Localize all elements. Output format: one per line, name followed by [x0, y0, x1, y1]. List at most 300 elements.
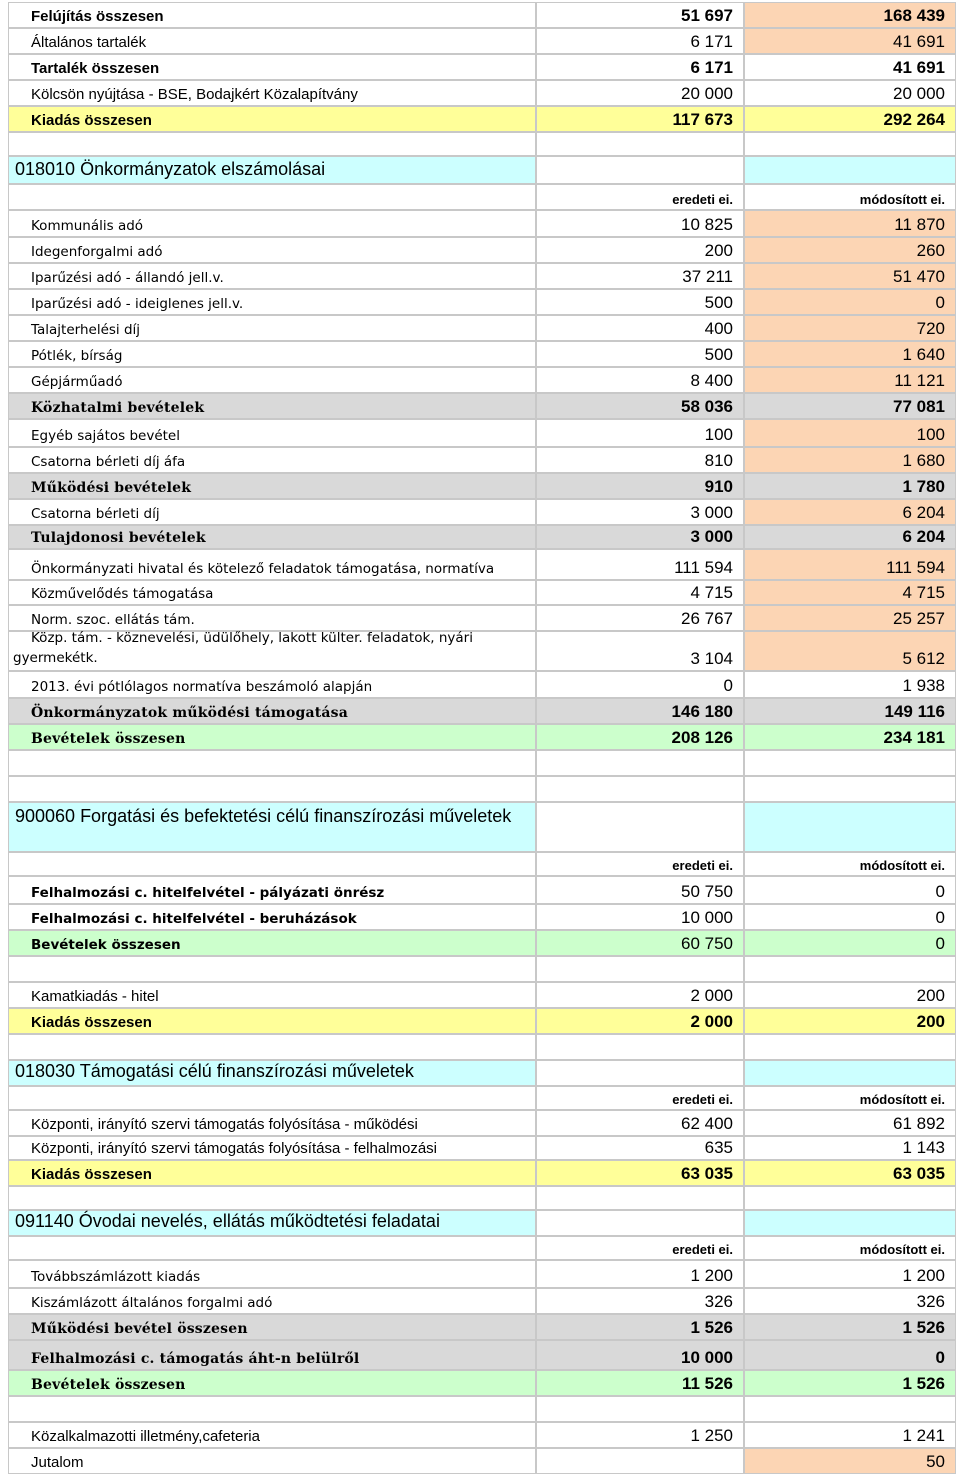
row-label: Kommunális adó [31, 218, 144, 234]
table-row [8, 852, 956, 876]
original-estimate-cell [536, 106, 744, 132]
table-row [8, 132, 956, 156]
modified-value: 0 [935, 908, 945, 927]
original-estimate-cell [536, 237, 744, 263]
original-value: 62 400 [681, 1114, 733, 1133]
modified-estimate-cell [744, 1236, 956, 1260]
modified-estimate-cell [744, 393, 956, 419]
modified-estimate-cell [744, 1136, 956, 1160]
modified-estimate-cell [744, 876, 956, 904]
table-row [8, 1160, 956, 1186]
table-row [8, 1396, 956, 1422]
row-label: Bevételek összesen [31, 731, 186, 747]
label-cell [8, 289, 536, 315]
label-cell [8, 54, 536, 80]
table-row [8, 580, 956, 605]
row-label: Központi, irányító szervi támogatás folyósítása - működési [31, 1116, 418, 1133]
original-estimate-cell [536, 367, 744, 393]
table-row [8, 904, 956, 930]
original-estimate-cell [536, 1008, 744, 1034]
table-row [8, 724, 956, 750]
original-value: 4 715 [690, 583, 733, 602]
table-row [8, 1422, 956, 1448]
modified-estimate-cell [744, 549, 956, 580]
original-value: 37 211 [682, 267, 733, 286]
original-value: 63 035 [681, 1164, 733, 1183]
modified-value: 77 081 [893, 397, 945, 416]
modified-estimate-cell [744, 210, 956, 237]
original-value: 810 [704, 451, 733, 470]
row-label: Önkormányzatok működési támogatása [31, 705, 349, 721]
modified-value: 1 241 [902, 1426, 945, 1445]
table-row [8, 671, 956, 698]
table-row [8, 341, 956, 367]
original-value: 6 171 [690, 32, 733, 51]
label-cell [8, 184, 536, 210]
modified-estimate-cell [744, 341, 956, 367]
original-estimate-cell [536, 1448, 744, 1474]
modified-estimate-cell [744, 1008, 956, 1034]
label-cell [8, 1210, 536, 1236]
original-value: 11 526 [681, 1374, 733, 1393]
table-row [8, 473, 956, 499]
label-cell [8, 132, 536, 156]
modified-estimate-cell [744, 671, 956, 698]
row-label: Közalkalmazotti illetmény,cafeteria [31, 1428, 260, 1445]
modified-value: 41 691 [893, 58, 945, 77]
original-estimate-cell [536, 1340, 744, 1370]
label-cell [8, 1260, 536, 1288]
column-header-original: eredeti ei. [672, 192, 733, 207]
original-value: 1 250 [690, 1426, 733, 1445]
modified-estimate-cell [744, 956, 956, 982]
table-row [8, 1210, 956, 1236]
column-header-modified: módosított ei. [859, 192, 945, 207]
row-label: Központi, irányító szervi támogatás folyósítása - felhalmozási [31, 1140, 438, 1157]
original-estimate-cell [536, 184, 744, 210]
original-value: 20 000 [681, 84, 733, 103]
label-cell [8, 1136, 536, 1160]
row-label: Felújítás összesen [31, 8, 164, 25]
modified-value: 6 204 [902, 527, 945, 546]
modified-estimate-cell [744, 447, 956, 473]
original-value: 111 594 [674, 558, 733, 577]
row-label: Iparűzési adó - állandó jell.v. [31, 270, 224, 286]
table-row [8, 393, 956, 419]
modified-value: 11 121 [894, 371, 945, 390]
original-estimate-cell [536, 473, 744, 499]
section-title: 018010 Önkormányzatok elszámolásai [15, 159, 326, 179]
original-estimate-cell [536, 802, 744, 852]
row-label: Idegenforgalmi adó [31, 244, 163, 260]
original-estimate-cell [536, 1288, 744, 1314]
row-label: Kiadás összesen [31, 1014, 152, 1031]
row-label: Kiadás összesen [31, 112, 152, 129]
modified-value: 50 [926, 1452, 945, 1471]
label-cell [8, 852, 536, 876]
section-title: 091140 Óvodai nevelés, ellátás működtetési feladatai [15, 1211, 440, 1231]
original-estimate-cell [536, 447, 744, 473]
label-cell [8, 1422, 536, 1448]
label-cell [8, 1314, 536, 1340]
table-row [8, 1314, 956, 1340]
modified-estimate-cell [744, 367, 956, 393]
table-row [8, 447, 956, 473]
modified-value: 5 612 [902, 649, 945, 668]
modified-estimate-cell [744, 80, 956, 106]
original-value: 326 [704, 1292, 733, 1311]
table-row [8, 184, 956, 210]
table-row [8, 419, 956, 447]
original-estimate-cell [536, 419, 744, 447]
original-estimate-cell [536, 1396, 744, 1422]
original-estimate-cell [536, 341, 744, 367]
modified-value: 200 [916, 1012, 945, 1031]
modified-estimate-cell [744, 982, 956, 1008]
modified-value: 1 143 [902, 1138, 945, 1157]
original-estimate-cell [536, 1260, 744, 1288]
modified-estimate-cell [744, 1186, 956, 1210]
modified-estimate-cell [744, 289, 956, 315]
modified-value: 0 [935, 1348, 945, 1367]
original-estimate-cell [536, 499, 744, 525]
label-cell [8, 724, 536, 750]
row-label: Továbbszámlázott kiadás [31, 1269, 201, 1285]
modified-value: 720 [916, 319, 945, 338]
original-value: 10 000 [681, 908, 733, 927]
label-cell [8, 631, 536, 671]
original-estimate-cell [536, 1110, 744, 1136]
original-value: 3 104 [690, 649, 733, 668]
table-row [8, 1060, 956, 1086]
column-header-original: eredeti ei. [672, 1242, 733, 1257]
modified-value: 0 [935, 934, 945, 953]
modified-value: 1 938 [902, 676, 945, 695]
modified-value: 1 200 [902, 1266, 945, 1285]
modified-estimate-cell [744, 1314, 956, 1340]
original-estimate-cell [536, 80, 744, 106]
original-value: 6 171 [690, 58, 733, 77]
table-row [8, 2, 956, 28]
label-cell [8, 1008, 536, 1034]
original-value: 3 000 [690, 527, 733, 546]
row-label: Bevételek összesen [31, 937, 181, 953]
table-row [8, 1136, 956, 1160]
modified-estimate-cell [744, 1160, 956, 1186]
modified-estimate-cell [744, 698, 956, 724]
table-row [8, 28, 956, 54]
table-row [8, 1034, 956, 1060]
original-estimate-cell [536, 1160, 744, 1186]
original-value: 3 000 [690, 503, 733, 522]
label-cell [8, 315, 536, 341]
original-estimate-cell [536, 289, 744, 315]
original-estimate-cell [536, 698, 744, 724]
row-label: Tartalék összesen [31, 60, 160, 77]
table-row [8, 750, 956, 776]
label-cell [8, 341, 536, 367]
modified-value: 1 640 [902, 345, 945, 364]
original-estimate-cell [536, 1186, 744, 1210]
modified-estimate-cell [744, 132, 956, 156]
modified-value: 11 870 [894, 215, 945, 234]
label-cell [8, 1060, 536, 1086]
original-estimate-cell [536, 876, 744, 904]
table-row [8, 876, 956, 904]
label-cell [8, 549, 536, 580]
original-estimate-cell [536, 631, 744, 671]
row-label: Felhalmozási c. hitelfelvétel - beruházások [31, 911, 357, 927]
modified-estimate-cell [744, 852, 956, 876]
label-cell [8, 263, 536, 289]
original-value: 0 [723, 676, 733, 695]
table-row [8, 1086, 956, 1110]
table-row [8, 1186, 956, 1210]
original-value: 8 400 [690, 371, 733, 390]
original-estimate-cell [536, 263, 744, 289]
original-estimate-cell [536, 852, 744, 876]
table-row [8, 499, 956, 525]
label-cell [8, 1034, 536, 1060]
table-row [8, 367, 956, 393]
modified-value: 200 [916, 986, 945, 1005]
modified-estimate-cell [744, 802, 956, 852]
original-estimate-cell [536, 2, 744, 28]
original-estimate-cell [536, 54, 744, 80]
modified-estimate-cell [744, 904, 956, 930]
table-row [8, 289, 956, 315]
modified-value: 1 680 [902, 451, 945, 470]
modified-value: 326 [916, 1292, 945, 1311]
label-cell [8, 393, 536, 419]
label-cell [8, 982, 536, 1008]
table-row [8, 631, 956, 671]
row-label: Pótlék, bírság [31, 348, 123, 364]
modified-estimate-cell [744, 525, 956, 549]
original-value: 208 126 [671, 728, 733, 747]
column-header-modified: módosított ei. [859, 1092, 945, 1107]
table-row [8, 210, 956, 237]
label-cell [8, 1448, 536, 1474]
table-row [8, 1288, 956, 1314]
modified-value: 61 892 [893, 1114, 945, 1133]
modified-value: 6 204 [902, 503, 945, 522]
original-estimate-cell [536, 904, 744, 930]
original-value: 200 [704, 241, 733, 260]
modified-estimate-cell [744, 1340, 956, 1370]
label-cell [8, 1370, 536, 1396]
row-label: Önkormányzati hivatal és kötelező feladatok támogatása, normatíva [31, 561, 495, 577]
table-row [8, 106, 956, 132]
original-estimate-cell [536, 750, 744, 776]
label-cell [8, 106, 536, 132]
label-cell [8, 671, 536, 698]
modified-value: 111 594 [886, 558, 945, 577]
original-value: 10 000 [681, 1348, 733, 1367]
modified-estimate-cell [744, 724, 956, 750]
original-estimate-cell [536, 525, 744, 549]
label-cell [8, 930, 536, 956]
label-cell [8, 1086, 536, 1110]
table-row [8, 1008, 956, 1034]
modified-estimate-cell [744, 631, 956, 671]
section-title: 018030 Támogatási célú finanszírozási műveletek [15, 1061, 414, 1081]
column-header-original: eredeti ei. [672, 858, 733, 873]
row-label: Felhalmozási c. hitelfelvétel - pályázati önrész [31, 885, 385, 901]
label-cell [8, 1340, 536, 1370]
table-row [8, 930, 956, 956]
original-value: 58 036 [681, 397, 733, 416]
label-cell [8, 1396, 536, 1422]
modified-value: 168 439 [883, 6, 945, 25]
modified-estimate-cell [744, 930, 956, 956]
original-value: 100 [704, 425, 733, 444]
row-label: Általános tartalék [31, 34, 147, 51]
modified-estimate-cell [744, 1034, 956, 1060]
modified-estimate-cell [744, 605, 956, 631]
table-row [8, 525, 956, 549]
original-value: 2 000 [690, 1012, 733, 1031]
row-label: Gépjárműadó [31, 374, 123, 390]
modified-estimate-cell [744, 1448, 956, 1474]
modified-value: 0 [935, 882, 945, 901]
row-label: Közp. tám. - köznevelési, üdülőhely, lakott külter. feladatok, nyári gyermekétk. [13, 630, 473, 666]
modified-value: 234 181 [883, 728, 945, 747]
label-cell [8, 1236, 536, 1260]
original-estimate-cell [536, 1370, 744, 1396]
original-estimate-cell [536, 1060, 744, 1086]
original-estimate-cell [536, 156, 744, 184]
table-row [8, 80, 956, 106]
label-cell [8, 956, 536, 982]
original-value: 400 [704, 319, 733, 338]
original-estimate-cell [536, 1236, 744, 1260]
label-cell [8, 904, 536, 930]
modified-estimate-cell [744, 750, 956, 776]
modified-value: 20 000 [893, 84, 945, 103]
original-value: 51 697 [681, 6, 733, 25]
modified-value: 100 [916, 425, 945, 444]
original-value: 1 526 [690, 1318, 733, 1337]
label-cell [8, 2, 536, 28]
label-cell [8, 1186, 536, 1210]
original-estimate-cell [536, 393, 744, 419]
label-cell [8, 419, 536, 447]
modified-estimate-cell [744, 237, 956, 263]
modified-value: 260 [916, 241, 945, 260]
modified-value: 1 526 [902, 1318, 945, 1337]
modified-estimate-cell [744, 1060, 956, 1086]
original-estimate-cell [536, 1034, 744, 1060]
table-row [8, 237, 956, 263]
modified-estimate-cell [744, 2, 956, 28]
modified-estimate-cell [744, 580, 956, 605]
modified-estimate-cell [744, 28, 956, 54]
original-value: 50 750 [681, 882, 733, 901]
label-cell [8, 525, 536, 549]
column-header-original: eredeti ei. [672, 1092, 733, 1107]
row-label: Bevételek összesen [31, 1377, 186, 1393]
row-label: Kölcsön nyújtása - BSE, Bodajkért Közalapítvány [31, 86, 358, 103]
table-row [8, 549, 956, 580]
modified-value: 25 257 [893, 609, 945, 628]
table-row [8, 956, 956, 982]
original-estimate-cell [536, 28, 744, 54]
modified-estimate-cell [744, 1396, 956, 1422]
table-row [8, 263, 956, 289]
label-cell [8, 1110, 536, 1136]
row-label: Csatorna bérleti díj áfa [31, 454, 186, 470]
modified-estimate-cell [744, 419, 956, 447]
table-row [8, 1340, 956, 1370]
table-row [8, 1260, 956, 1288]
row-label: Kiadás összesen [31, 1166, 152, 1183]
label-cell [8, 776, 536, 802]
original-estimate-cell [536, 549, 744, 580]
label-cell [8, 473, 536, 499]
original-value: 10 825 [681, 215, 733, 234]
row-label: Működési bevétel összesen [31, 1321, 248, 1337]
label-cell [8, 698, 536, 724]
row-label: Tulajdonosi bevételek [31, 530, 206, 546]
modified-value: 1 780 [902, 477, 945, 496]
row-label: Norm. szoc. ellátás tám. [31, 612, 195, 628]
label-cell [8, 1288, 536, 1314]
row-label: Felhalmozási c. támogatás áht-n belülről [31, 1351, 360, 1367]
original-value: 500 [704, 293, 733, 312]
modified-estimate-cell [744, 184, 956, 210]
column-header-modified: módosított ei. [859, 1242, 945, 1257]
table-row [8, 698, 956, 724]
original-estimate-cell [536, 982, 744, 1008]
row-label: Csatorna bérleti díj [31, 506, 160, 522]
table-row [8, 802, 956, 852]
modified-estimate-cell [744, 776, 956, 802]
modified-estimate-cell [744, 263, 956, 289]
original-estimate-cell [536, 132, 744, 156]
original-estimate-cell [536, 1086, 744, 1110]
label-cell [8, 367, 536, 393]
row-label: Iparűzési adó - ideiglenes jell.v. [31, 296, 244, 312]
row-label: Egyéb sajátos bevétel [31, 428, 180, 444]
original-estimate-cell [536, 671, 744, 698]
original-estimate-cell [536, 315, 744, 341]
modified-estimate-cell [744, 1210, 956, 1236]
original-value: 26 767 [681, 609, 733, 628]
table-row [8, 315, 956, 341]
label-cell [8, 876, 536, 904]
column-header-modified: módosított ei. [859, 858, 945, 873]
original-estimate-cell [536, 956, 744, 982]
original-estimate-cell [536, 724, 744, 750]
modified-value: 0 [935, 293, 945, 312]
row-label: Jutalom [31, 1454, 84, 1471]
modified-value: 41 691 [893, 32, 945, 51]
original-estimate-cell [536, 1314, 744, 1340]
modified-estimate-cell [744, 1260, 956, 1288]
table-row [8, 982, 956, 1008]
label-cell [8, 28, 536, 54]
label-cell [8, 237, 536, 263]
original-estimate-cell [536, 930, 744, 956]
modified-value: 1 526 [902, 1374, 945, 1393]
label-cell [8, 210, 536, 237]
row-label: Kiszámlázott általános forgalmi adó [31, 1295, 273, 1311]
table-row [8, 1110, 956, 1136]
modified-estimate-cell [744, 1110, 956, 1136]
label-cell [8, 802, 536, 852]
label-cell [8, 1160, 536, 1186]
